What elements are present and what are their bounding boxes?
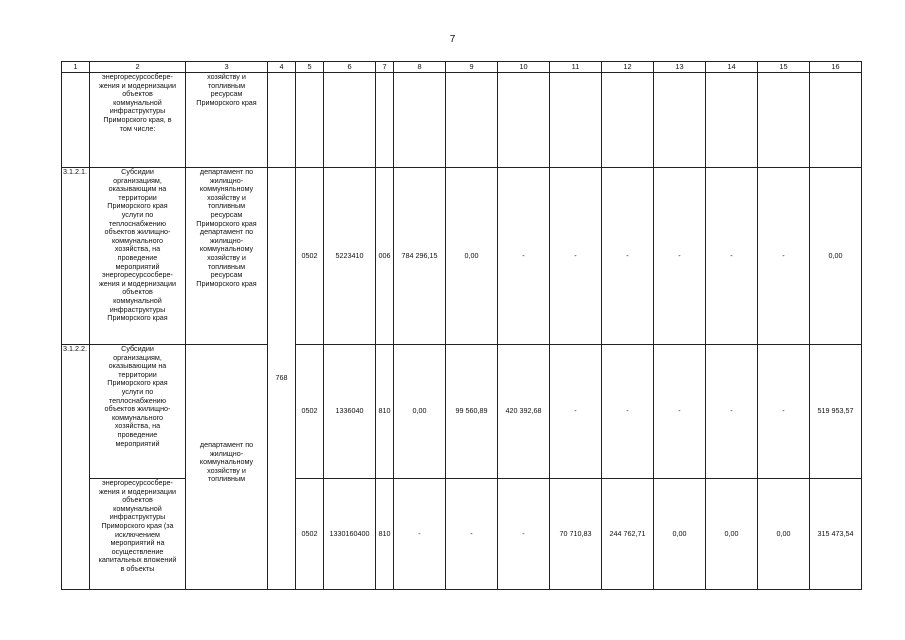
col-header: 12 [602,62,654,73]
value-cell: - [550,345,602,479]
col-header: 10 [498,62,550,73]
value-cell: - [394,479,446,590]
value-cell: - [758,168,810,345]
row-description: Субсидии организациям, оказывающим на территории Приморского края услуги по теплоснабжению объектов жилищно- коммунального хозяйства, на проведение мероприятий энергоресурсосбере- жения и модернизации объектов коммунальной инфраструктуры Приморского края [90,168,186,345]
value-cell: - [602,168,654,345]
value-cell: - [550,168,602,345]
value-cell: 99 560,89 [446,345,498,479]
value-cell: - [706,168,758,345]
value-cell: - [758,345,810,479]
table-row [62,73,862,168]
value-cell: - [498,479,550,590]
col-header: 16 [810,62,862,73]
value-cell: - [446,479,498,590]
col-header: 7 [376,62,394,73]
col-header: 3 [186,62,268,73]
col-header: 9 [446,62,498,73]
target-code: 5223410 [324,168,376,345]
value-cell: - [654,345,706,479]
target-code: 1330160400 [324,479,376,590]
row-description: энергоресурсосбере- жения и модернизации объектов коммунальной инфраструктуры Приморского края, в том числе: [90,73,186,168]
value-cell: - [654,168,706,345]
table-row [62,479,862,590]
row-department: хозяйству и топливным ресурсам Приморского края [186,73,268,168]
page-number: 7 [449,34,456,45]
row-description: Субсидии организациям, оказывающим на территории Приморского края услуги по теплоснабжению объектов жилищно- коммунального хозяйства, на проведение мероприятий [90,345,186,479]
section-code: 0502 [296,479,324,590]
row-code [62,73,90,168]
row-department: департамент по жилищно- коммуняльному хозяйству и топливным ресурсам Приморского края департамент по жилищно- коммунальному хозяйству и топливным ресурсам Приморского края [186,168,268,345]
total-cell: 519 953,57 [810,345,862,479]
ministry-code: 768 [268,168,296,590]
row-code: 3.1.2.2. [62,345,90,590]
target-code: 1336040 [324,345,376,479]
col-header: 8 [394,62,446,73]
row-code: 3.1.2.1. [62,168,90,345]
section-code: 0502 [296,345,324,479]
expense-type: 810 [376,345,394,479]
col-header: 11 [550,62,602,73]
budget-table [61,61,862,590]
section-code: 0502 [296,168,324,345]
col-header: 14 [706,62,758,73]
value-cell: - [498,168,550,345]
value-cell: 784 296,15 [394,168,446,345]
col-header: 6 [324,62,376,73]
total-cell: 0,00 [810,168,862,345]
row-department: департамент по жилищно- коммунальному хозяйству и топливным [186,345,268,590]
total-cell: 315 473,54 [810,479,862,590]
col-header: 5 [296,62,324,73]
row-description: энергоресурсосбере- жения и модернизации объектов коммунальной инфраструктуры Приморского края (за исключением мероприятий на осуществление капитальных вложений в объекты [90,479,186,590]
col-header: 15 [758,62,810,73]
col-header: 4 [268,62,296,73]
value-cell: 0,00 [394,345,446,479]
value-cell: 0,00 [758,479,810,590]
value-cell: - [602,345,654,479]
expense-type: 810 [376,479,394,590]
table-row [62,168,862,345]
value-cell: 0,00 [446,168,498,345]
header-row [62,62,862,73]
value-cell: 0,00 [706,479,758,590]
col-header: 1 [62,62,90,73]
value-cell: 244 762,71 [602,479,654,590]
col-header: 2 [90,62,186,73]
table-row [62,345,862,479]
value-cell: 420 392,68 [498,345,550,479]
expense-type: 006 [376,168,394,345]
value-cell: 0,00 [654,479,706,590]
col-header: 13 [654,62,706,73]
value-cell: 70 710,83 [550,479,602,590]
value-cell: - [706,345,758,479]
